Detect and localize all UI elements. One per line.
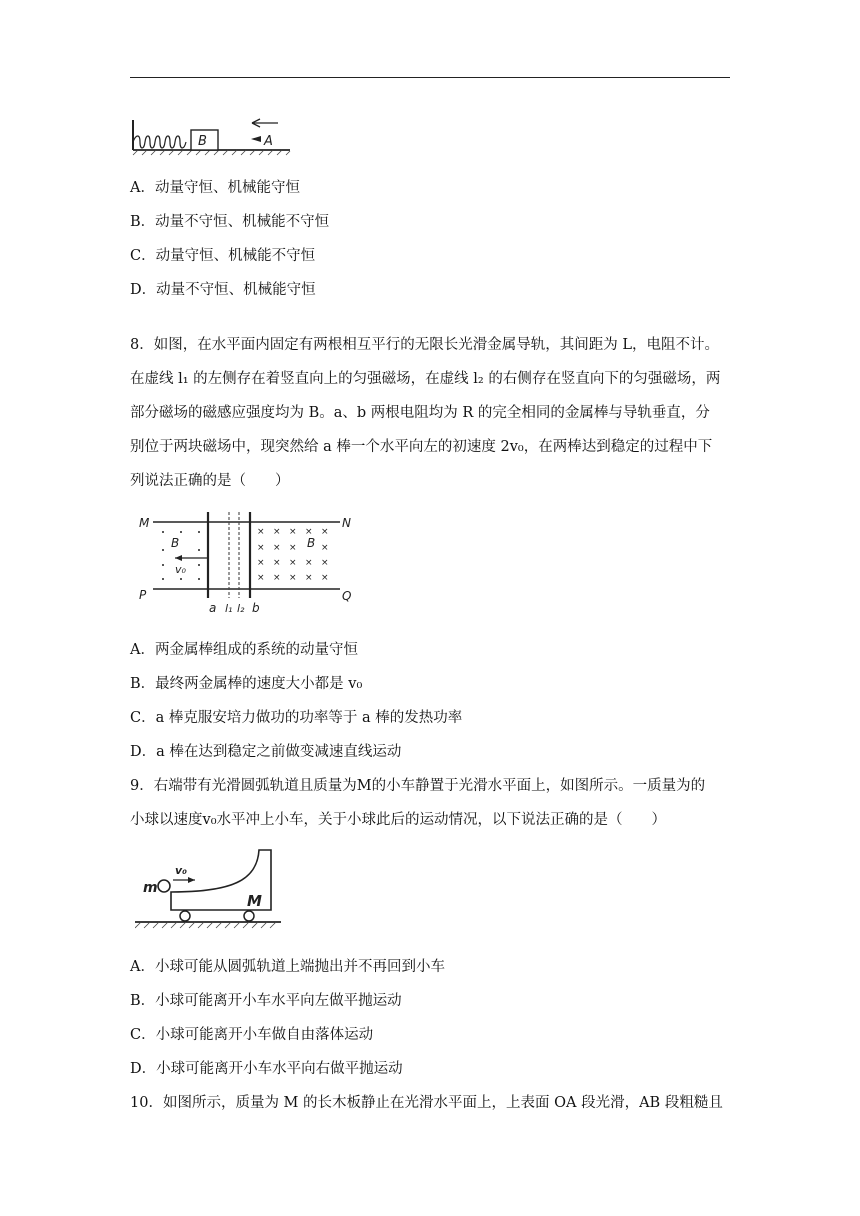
q8-stem-line-5: 列说法正确的是（ ） bbox=[130, 473, 290, 489]
q8-option-d: D．a 棒在达到稳定之前做变减速直线运动 bbox=[130, 744, 402, 760]
q9-label-big-m: M bbox=[247, 892, 262, 910]
q8-label-p: P bbox=[139, 588, 147, 602]
q8-label-b-right: B bbox=[307, 536, 316, 550]
q7-label-bullet: A bbox=[264, 134, 273, 149]
q8-stem-line-2: 在虚线 l₁ 的左侧存在着竖直向上的匀强磁场，在虚线 l₂ 的右侧存在竖直向下的匀强磁场，两 bbox=[130, 371, 721, 387]
q8-label-b-left: B bbox=[171, 536, 180, 550]
q8-stem-line-4: 别位于两块磁场中，现突然给 a 棒一个水平向左的初速度 2v₀，在两棒达到稳定的过程中下 bbox=[130, 439, 713, 455]
q7-option-d: D．动量不守恒、机械能守恒 bbox=[130, 282, 316, 298]
q8-label-l1: l₁ bbox=[225, 602, 233, 615]
q8-stem-line-3: 部分磁场的磁感应强度均为 B。a、b 两根电阻均为 R 的完全相同的金属棒与导轨垂直，分 bbox=[130, 405, 710, 421]
svg-text:×: × bbox=[321, 527, 329, 537]
svg-text:×: × bbox=[273, 543, 281, 553]
svg-text:×: × bbox=[321, 573, 329, 583]
q9-option-c: C．小球可能离开小车做自由落体运动 bbox=[130, 1027, 374, 1043]
q10-stem-line-1: 10．如图所示，质量为 M 的长木板静止在光滑水平面上，上表面 OA 段光滑，AB 段粗糙且 bbox=[130, 1095, 723, 1111]
q8-label-l2: l₂ bbox=[237, 602, 245, 615]
q9-figure bbox=[135, 845, 285, 935]
svg-text:×: × bbox=[273, 558, 281, 568]
svg-text:×: × bbox=[273, 573, 281, 583]
q7-label-block: B bbox=[198, 134, 207, 149]
q9-option-a: A．小球可能从圆弧轨道上端抛出并不再回到小车 bbox=[130, 959, 445, 975]
q8-label-v0: v₀ bbox=[175, 563, 186, 576]
q7-option-c: C．动量守恒、机械能不守恒 bbox=[130, 248, 316, 264]
q9-option-d: D．小球可能离开小车水平向右做平抛运动 bbox=[130, 1061, 403, 1077]
svg-text:×: × bbox=[257, 558, 265, 568]
svg-text:×: × bbox=[321, 558, 329, 568]
q8-label-q: Q bbox=[342, 589, 352, 603]
svg-text:×: × bbox=[305, 573, 313, 583]
svg-text:×: × bbox=[257, 573, 265, 583]
q9-option-b: B．小球可能离开小车水平向左做平抛运动 bbox=[130, 993, 402, 1009]
q9-stem-line-1: 9．右端带有光滑圆弧轨道且质量为M的小车静置于光滑水平面上，如图所示。一质量为的 bbox=[130, 778, 706, 794]
svg-text:×: × bbox=[305, 527, 313, 537]
q8-option-b: B．最终两金属棒的速度大小都是 v₀ bbox=[130, 676, 363, 692]
svg-text:×: × bbox=[289, 558, 297, 568]
q9-label-m: m bbox=[143, 880, 158, 896]
q8-option-a: A．两金属棒组成的系统的动量守恒 bbox=[130, 642, 358, 658]
svg-text:×: × bbox=[273, 527, 281, 537]
svg-text:×: × bbox=[289, 543, 297, 553]
header-rule bbox=[130, 77, 730, 78]
q8-stem-line-1: 8．如图，在水平面内固定有两根相互平行的无限长光滑金属导轨，其间距为 L，电阻不计。 bbox=[130, 337, 719, 353]
svg-text:×: × bbox=[257, 543, 265, 553]
q8-label-n: N bbox=[342, 516, 351, 530]
q8-label-m: M bbox=[139, 516, 150, 530]
svg-text:×: × bbox=[289, 573, 297, 583]
svg-text:×: × bbox=[321, 543, 329, 553]
svg-text:×: × bbox=[305, 558, 313, 568]
q8-option-c: C．a 棒克服安培力做功的功率等于 a 棒的发热功率 bbox=[130, 710, 463, 726]
svg-text:×: × bbox=[289, 527, 297, 537]
q7-option-a: A．动量守恒、机械能守恒 bbox=[130, 180, 300, 196]
q7-option-b: B．动量不守恒、机械能不守恒 bbox=[130, 214, 330, 230]
svg-text:×: × bbox=[257, 527, 265, 537]
q8-figure bbox=[135, 510, 355, 618]
q9-label-v0: v₀ bbox=[175, 864, 187, 877]
q8-label-a: a bbox=[209, 601, 217, 615]
q8-label-b: b bbox=[252, 601, 260, 615]
q7-figure bbox=[130, 112, 295, 158]
q9-stem-line-2: 小球以速度v₀水平冲上小车，关于小球此后的运动情况，以下说法正确的是（ ） bbox=[130, 812, 667, 828]
